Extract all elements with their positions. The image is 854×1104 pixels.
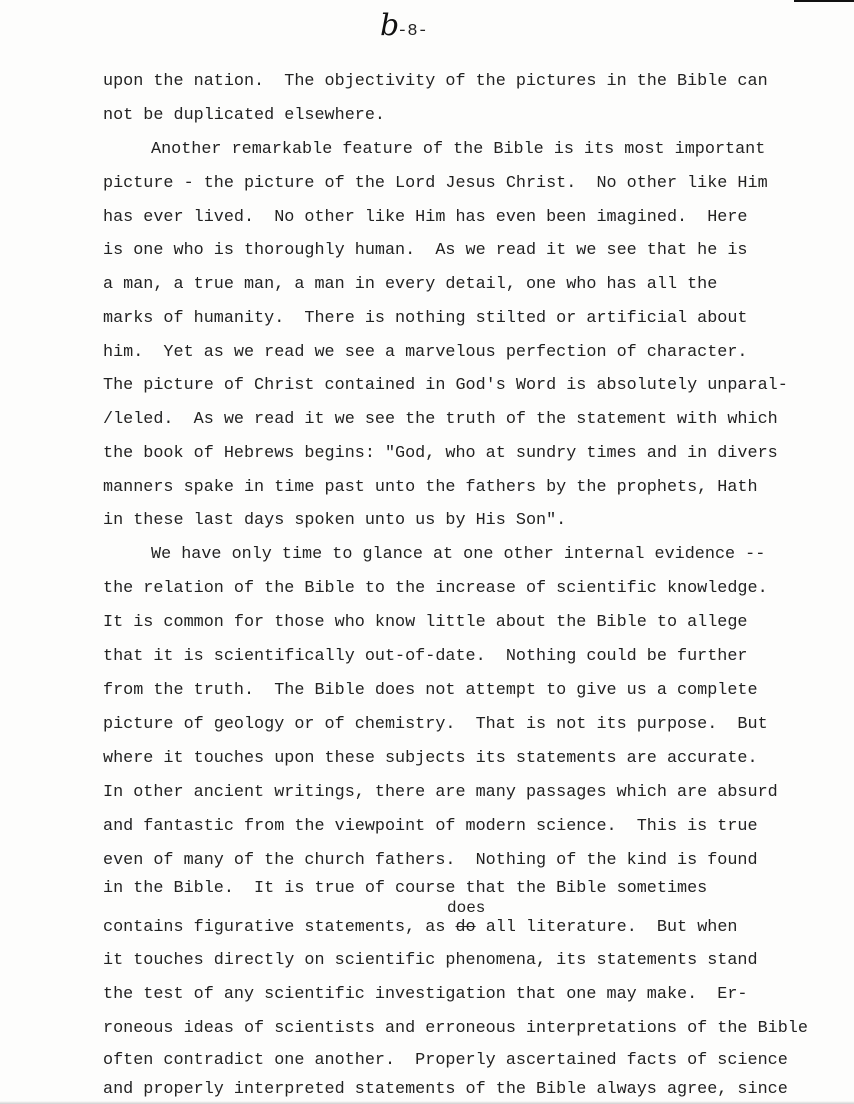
text-line <box>103 647 748 667</box>
line-text: from the truth. The Bible does not attempt to give us a complete <box>103 681 758 700</box>
struck-word: do <box>455 918 476 937</box>
line-text: where it touches upon these subjects its statements are accurate. <box>103 749 758 768</box>
line-text: has ever lived. No other like Him has even been imagined. Here <box>103 208 748 227</box>
handwritten-mark: b <box>380 8 400 43</box>
line-text: in the Bible. It is true of course that the Bible sometimes <box>103 879 708 898</box>
line-text: a man, a true man, a man in every detail, one who has all the <box>103 275 718 294</box>
text-line <box>103 444 778 464</box>
text-line <box>103 478 758 498</box>
text-line <box>103 1080 788 1100</box>
line-text: upon the nation. The objectivity of the pictures in the Bible can <box>103 72 768 91</box>
text-line <box>103 275 717 295</box>
line-text: is one who is thoroughly human. As we read it we see that he is <box>103 241 748 260</box>
line-text: picture - the picture of the Lord Jesus Christ. No other like Him <box>103 174 768 193</box>
line-text: We have only time to glance at one other internal evidence -- <box>151 545 766 564</box>
line-text: Another remarkable feature of the Bible is its most important <box>151 140 766 159</box>
line-text: contains figurative statements, as <box>103 918 446 937</box>
text-line <box>103 715 768 735</box>
text-line <box>151 545 765 565</box>
handwritten-insertion: does <box>447 899 486 917</box>
text-line <box>103 579 768 599</box>
text-line <box>103 985 748 1005</box>
text-line <box>103 106 385 126</box>
text-line <box>103 1051 788 1071</box>
text-line <box>103 817 758 837</box>
line-text-continued: all literature. But when <box>475 918 738 937</box>
text-line <box>103 851 758 871</box>
text-line <box>103 72 768 92</box>
text-line <box>103 783 778 803</box>
line-text: in these last days spoken unto us by His Son". <box>103 511 567 530</box>
line-text: and fantastic from the viewpoint of modern science. This is true <box>103 817 758 836</box>
line-text: it touches directly on scientific phenomena, its statements stand <box>103 951 758 970</box>
page-number-text: -8- <box>397 22 428 41</box>
text-line <box>103 241 748 261</box>
text-line <box>103 749 758 769</box>
line-text: /leled. As we read it we see the truth of the statement with which <box>103 410 778 429</box>
line-text: him. Yet as we read we see a marvelous perfection of character. <box>103 343 748 362</box>
text-line <box>103 879 707 899</box>
text-line <box>103 174 768 194</box>
text-line <box>103 376 788 396</box>
text-line <box>103 681 758 701</box>
line-text: It is common for those who know little about the Bible to allege <box>103 613 748 632</box>
line-text: The picture of Christ contained in God's Word is absolutely unparal- <box>103 376 788 395</box>
text-line <box>103 1019 808 1039</box>
text-line <box>103 309 748 329</box>
line-text: marks of humanity. There is nothing stilted or artificial about <box>103 309 748 328</box>
line-text: the relation of the Bible to the increase of scientific knowledge. <box>103 579 768 598</box>
line-text: manners spake in time past unto the fathers by the prophets, Hath <box>103 478 758 497</box>
page-number <box>380 8 428 43</box>
text-line <box>103 918 737 938</box>
line-text: and properly interpreted statements of the Bible always agree, since <box>103 1080 788 1099</box>
line-text: the book of Hebrews begins: "God, who at sundry times and in divers <box>103 444 778 463</box>
line-text: even of many of the church fathers. Nothing of the kind is found <box>103 851 758 870</box>
text-line <box>103 511 566 531</box>
text-line <box>103 951 758 971</box>
line-text: often contradict one another. Properly ascertained facts of science <box>103 1051 788 1070</box>
line-text: the test of any scientific investigation that one may make. Er- <box>103 985 748 1004</box>
text-line <box>103 208 748 228</box>
text-line <box>103 613 748 633</box>
text-line <box>103 410 778 430</box>
line-text: picture of geology or of chemistry. That is not its purpose. But <box>103 715 768 734</box>
text-line <box>103 343 748 363</box>
page-edge-mark <box>794 0 854 8</box>
line-text: In other ancient writings, there are many passages which are absurd <box>103 783 778 802</box>
line-text: not be duplicated elsewhere. <box>103 106 385 125</box>
line-text: roneous ideas of scientists and erroneous interpretations of the Bible <box>103 1019 808 1038</box>
text-line <box>151 140 765 160</box>
line-text: that it is scientifically out-of-date. Nothing could be further <box>103 647 748 666</box>
